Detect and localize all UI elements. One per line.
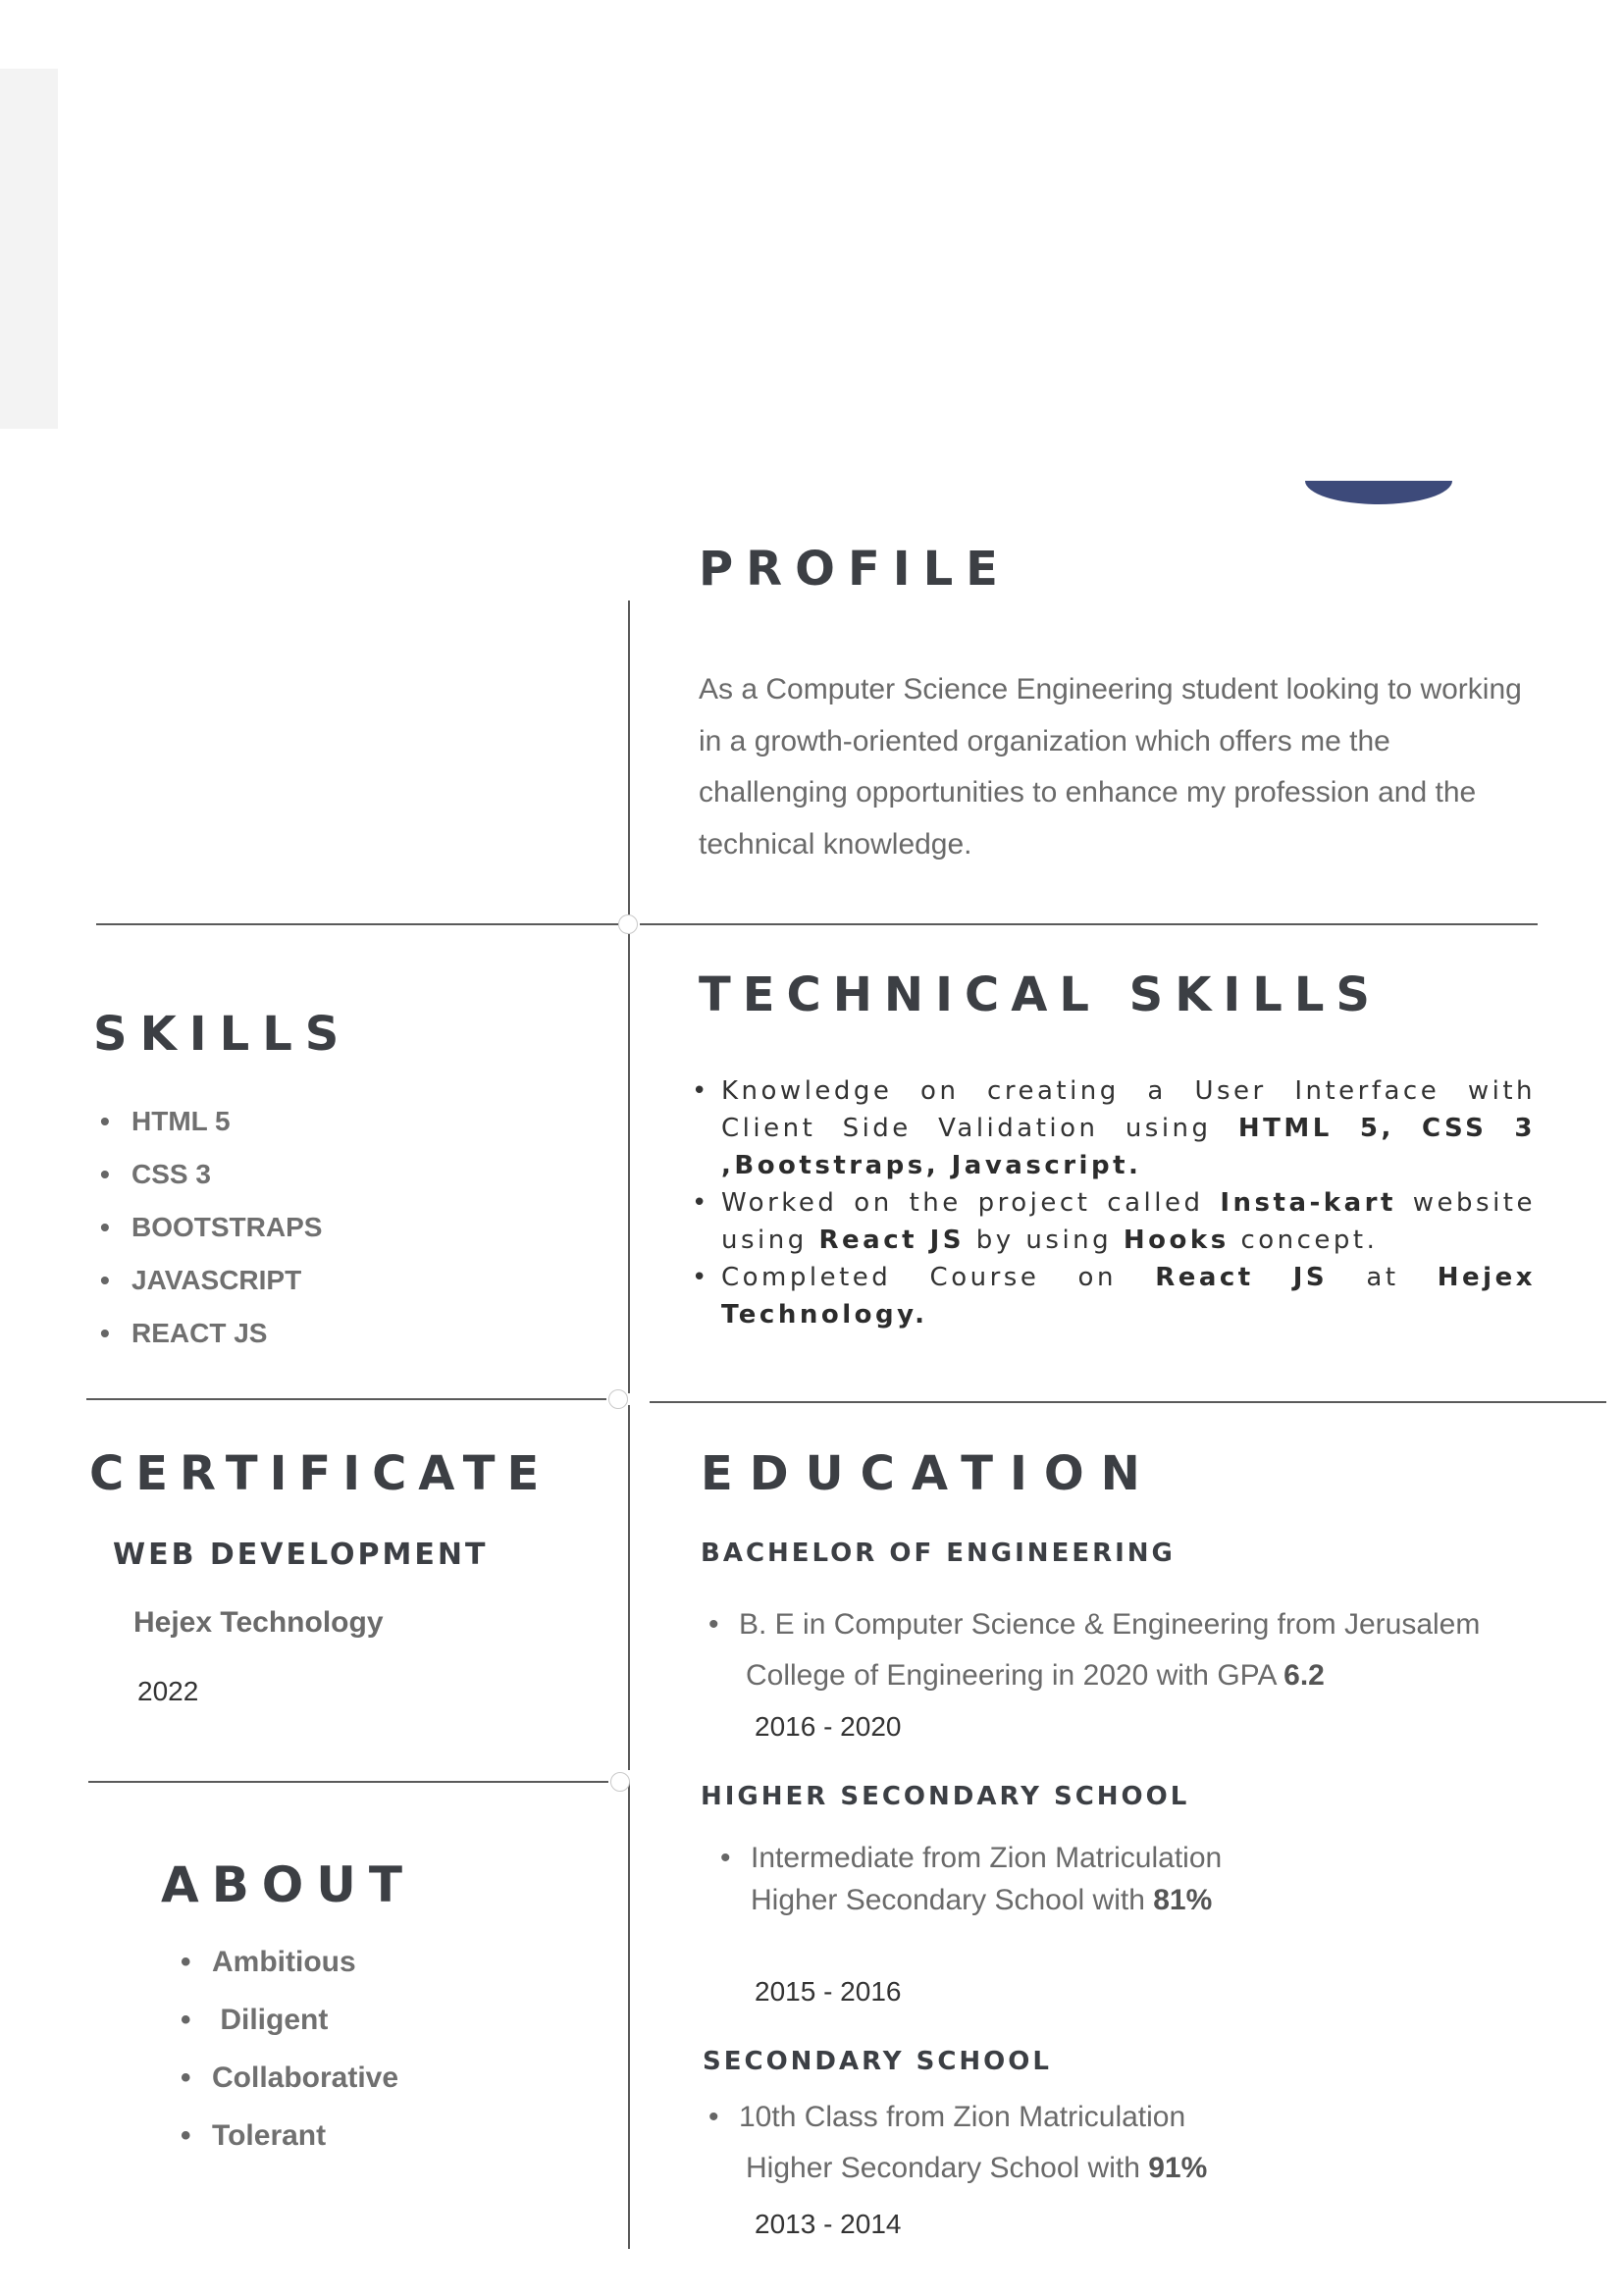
divider-node-1 [618, 914, 638, 934]
about-item: • Collaborative [177, 2049, 589, 2107]
education-years: 2016 - 2020 [755, 1711, 902, 1742]
horizontal-divider-1-left [96, 923, 618, 925]
technical-skills-heading: TECHNICAL SKILLS [699, 967, 1382, 1022]
education-detail-item [705, 2092, 1568, 2194]
education-score: 81% [1153, 1884, 1213, 1916]
education-title: HIGHER SECONDARY SCHOOL [701, 1782, 1190, 1811]
profile-heading: PROFILE [699, 542, 1011, 597]
technical-skills-list [690, 1072, 1536, 1333]
tech-skill-highlight: Insta-kart [1220, 1188, 1396, 1218]
tech-skill-highlight: Hejex Technology. [721, 1263, 1536, 1330]
education-line: • B. E in Computer Science & Engineering from Jerusalem [739, 1608, 1481, 1641]
tech-skill-item [690, 1072, 1536, 1184]
horizontal-divider-1-right [640, 923, 1538, 925]
education-detail-item [716, 1837, 1570, 1921]
education-years: 2015 - 2016 [755, 1976, 902, 2007]
horizontal-divider-2-right [650, 1401, 1606, 1403]
tech-skill-text: website using [721, 1188, 1536, 1255]
education-score: 91% [1148, 2152, 1208, 2184]
education-line-text: Higher Secondary School with [746, 2152, 1149, 2184]
vertical-divider-mid [628, 934, 630, 1393]
skills-list [96, 1095, 587, 1360]
education-line [751, 1879, 1570, 1921]
skill-item: • HTML 5 [96, 1095, 587, 1148]
education-score: 6.2 [1283, 1659, 1325, 1692]
education-detail-item [705, 1599, 1568, 1701]
education-title: BACHELOR OF ENGINEERING [701, 1539, 1176, 1568]
skill-item: • BOOTSTRAPS [96, 1201, 587, 1254]
vertical-divider-top [628, 600, 630, 922]
education-detail [705, 2092, 1568, 2194]
education-line-text: Higher Secondary School with [751, 1884, 1154, 1916]
about-item: • Diligent [177, 1991, 589, 2049]
education-line: • Intermediate from Zion Matriculation [751, 1842, 1223, 1874]
education-heading: EDUCATION [701, 1446, 1157, 1501]
certificate-issuer: Hejex Technology [133, 1606, 384, 1639]
profile-photo [1305, 481, 1452, 504]
skill-item: • JAVASCRIPT [96, 1254, 587, 1307]
education-line [739, 1650, 1568, 1701]
profile-text: As a Computer Science Engineering student looking to working in a growth-oriented organization which offers me the challenging opportunities to enhance my profession and the technical knowledge. [699, 673, 1522, 861]
education-detail [705, 1599, 1568, 1701]
skill-item: • REACT JS [96, 1307, 587, 1360]
side-strip [0, 69, 58, 429]
tech-skill-text: concept. [1229, 1226, 1379, 1255]
education-line [739, 2143, 1568, 2194]
tech-skill-item [690, 1259, 1536, 1333]
about-list [177, 1933, 589, 2165]
education-line: • 10th Class from Zion Matriculation [739, 2101, 1186, 2133]
tech-skill-text: Knowledge on creating a User Interface with Client Side Validation using [721, 1076, 1536, 1143]
tech-skill-highlight: Hooks [1123, 1226, 1230, 1255]
skill-item: • CSS 3 [96, 1148, 587, 1201]
tech-skill-highlight: React JS [1155, 1263, 1329, 1292]
horizontal-divider-2-left [86, 1398, 606, 1400]
horizontal-divider-3-left [88, 1781, 608, 1783]
education-detail [716, 1837, 1570, 1921]
tech-skill-text: at [1328, 1263, 1438, 1292]
education-line-text: College of Engineering in 2020 with GPA [746, 1659, 1284, 1692]
tech-skill-item [690, 1184, 1536, 1259]
tech-skill-text: Worked on the project called [721, 1188, 1221, 1218]
tech-skill-text: by using [965, 1226, 1124, 1255]
skills-heading: SKILLS [93, 1007, 352, 1062]
certificate-heading: CERTIFICATE [89, 1446, 551, 1501]
tech-skill-highlight: HTML 5, CSS 3 ,Bootstraps, Javascript. [721, 1114, 1536, 1180]
divider-node-2 [608, 1389, 628, 1409]
about-item: • Ambitious [177, 1933, 589, 1991]
vertical-divider-bottom [628, 1782, 630, 2249]
certificate-year: 2022 [137, 1676, 199, 1706]
tech-skill-text: Completed Course on [721, 1263, 1156, 1292]
about-item: • Tolerant [177, 2107, 589, 2165]
about-heading: ABOUT [161, 1856, 416, 1913]
education-years: 2013 - 2014 [755, 2209, 902, 2239]
education-title: SECONDARY SCHOOL [703, 2047, 1052, 2076]
vertical-divider-lower [628, 1405, 630, 1770]
certificate-title: WEB DEVELOPMENT [113, 1538, 489, 1572]
tech-skill-highlight: React JS [818, 1226, 965, 1255]
divider-node-3 [610, 1772, 630, 1792]
